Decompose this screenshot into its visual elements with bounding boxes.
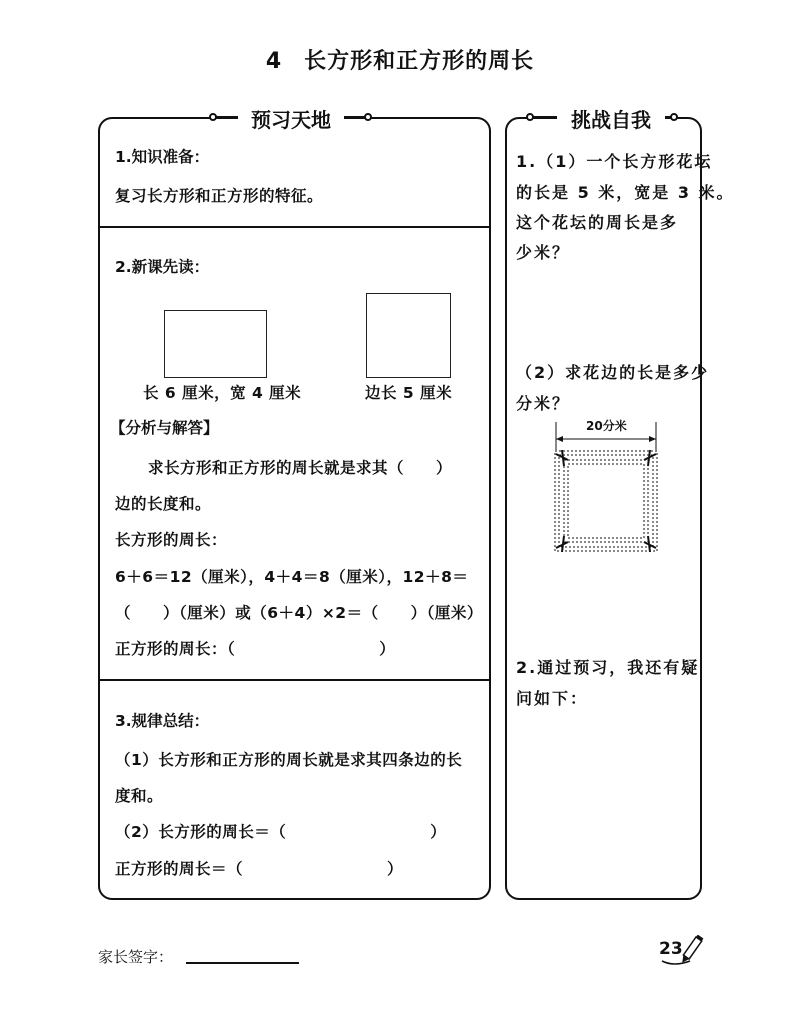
tab-dot-left [209, 113, 217, 121]
rectangle-caption: 长 6 厘米，宽 4 厘米 [143, 384, 302, 402]
tab-dot-right [364, 113, 372, 121]
figure-width-label: 20分米 [586, 419, 627, 433]
flower-bed-figure [548, 420, 664, 560]
question-line: 少米？ [516, 243, 571, 262]
analysis-line: 6＋6＝12（厘米），4＋4＝8（厘米），12＋8＝ [115, 568, 469, 586]
chapter-number: 4 [265, 49, 283, 74]
pencil-icon [660, 935, 710, 971]
question-line: 问如下： [516, 689, 589, 708]
section-divider [99, 679, 490, 681]
tab-dot-right [670, 113, 678, 121]
preview-tab-title: 预习天地 [238, 104, 344, 133]
page-number: 23 [659, 939, 683, 959]
square-caption: 边长 5 厘米 [365, 384, 453, 402]
challenge-tab-title: 挑战自我 [557, 104, 665, 133]
analysis-line: 长方形的周长： [115, 531, 228, 549]
question-line: 分米？ [516, 394, 571, 413]
summary-line: 度和。 [115, 787, 164, 805]
analysis-line: 正方形的周长：（ ） [115, 640, 396, 658]
section2-heading: 2.新课先读： [115, 258, 210, 276]
summary-line: （1）长方形和正方形的周长就是求其四条边的长 [115, 751, 463, 769]
section1-heading: 1.知识准备： [115, 148, 210, 166]
tab-line-left [530, 116, 560, 118]
page-title [0, 44, 800, 75]
signature-label: 家长签字： [98, 948, 174, 966]
analysis-line: （ ）（厘米）或（6＋4）×2＝（ ）（厘米） [115, 604, 483, 622]
section3-heading: 3.规律总结： [115, 712, 210, 730]
section1-text: 复习长方形和正方形的特征。 [115, 187, 324, 205]
question-line: 这个花坛的周长是多 [516, 213, 679, 232]
rectangle-figure [164, 310, 267, 378]
signature-line[interactable] [186, 962, 299, 964]
question-line: 2.通过预习，我还有疑 [516, 658, 700, 677]
summary-line: 正方形的周长＝（ ） [115, 860, 404, 878]
square-figure [366, 293, 451, 378]
analysis-label: 【分析与解答】 [110, 419, 219, 437]
question-line: 的长是 5 米，宽是 3 米。 [516, 183, 735, 202]
tab-dot-left [526, 113, 534, 121]
analysis-line: 求长方形和正方形的周长就是求其（ ） [148, 459, 453, 477]
question-line: （2）求花边的长是多少 [516, 363, 710, 382]
analysis-line: 边的长度和。 [115, 495, 212, 513]
summary-line: （2）长方形的周长＝（ ） [115, 823, 447, 841]
question-line: 1.（1）一个长方形花坛 [516, 152, 713, 171]
chapter-title: 长方形和正方形的周长 [304, 49, 535, 74]
section-divider [99, 226, 490, 228]
